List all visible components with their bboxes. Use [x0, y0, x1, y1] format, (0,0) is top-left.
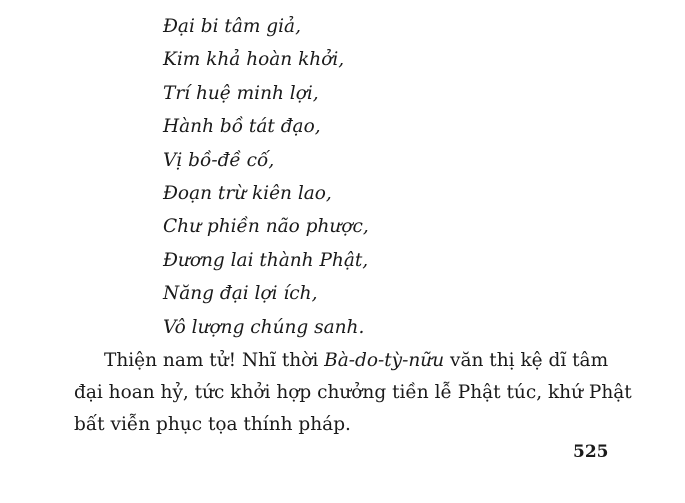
verse-line: Hành bồ tát đạo, [163, 116, 321, 138]
verse-line: Vô lượng chúng sanh. [163, 316, 365, 338]
verse-line: Kim khả hoàn khởi, [163, 49, 345, 71]
prose-text: văn thị kệ dĩ tâm [444, 350, 609, 371]
verse-line: Đương lai thành Phật, [163, 249, 369, 271]
prose-line: đại hoan hỷ, tức khởi hợp chưởng tiền lễ Phật túc, khứ Phật [74, 382, 632, 403]
prose-paragraph [74, 345, 632, 441]
verse-line: Trí huệ minh lợi, [163, 82, 319, 104]
verse-line: Đoạn trừ kiên lao, [163, 182, 332, 204]
person-name: Bà-do-tỳ-nữu [324, 350, 445, 371]
prose-line: bất viễn phục tọa thính pháp. [74, 414, 351, 435]
verse-line: Vị bồ-đề cố, [163, 149, 275, 171]
verse-line: Chư phiền não phược, [163, 216, 369, 238]
verse-block [163, 10, 369, 344]
verse-line: Năng đại lợi ích, [163, 283, 318, 305]
verse-line: Đại bi tâm giả, [163, 16, 301, 37]
prose-line [74, 345, 622, 377]
prose-text: Thiện nam tử! Nhĩ thời [104, 350, 325, 371]
page-number: 525 [573, 442, 609, 462]
